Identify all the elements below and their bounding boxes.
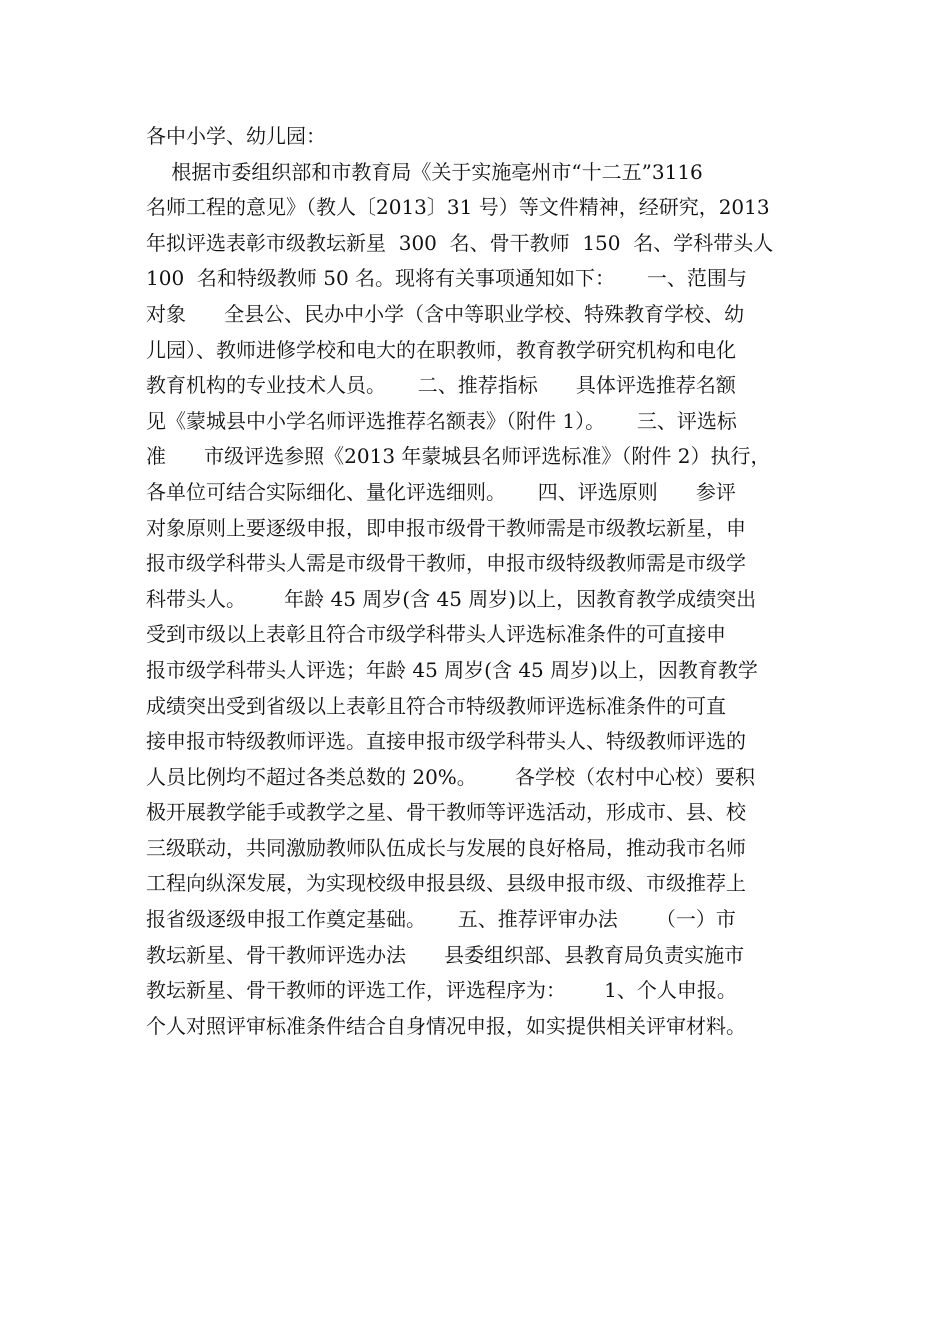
salutation-line: 各中小学、幼儿园： xyxy=(146,124,326,148)
text-line: 成绩突出受到省级以上表彰且符合市特级教师评选标准条件的可直 xyxy=(146,693,726,718)
text-line: 见《蒙城县中小学名师评选推荐名额表》（附件 1）。 三、评选标 xyxy=(146,408,737,433)
text-line: 对象 全县公、民办中小学（含中等职业学校、特殊教育学校、幼 xyxy=(146,301,745,326)
text-line: 报市级学科带头人需是市级骨干教师，申报市级特级教师需是市级学 xyxy=(146,551,746,576)
text-line: 科带头人。 年龄 45 周岁(含 45 周岁)以上，因教育教学成绩突出 xyxy=(146,586,757,611)
text-line: 各单位可结合实际细化、量化评选细则。 四、评选原则 参评 xyxy=(146,479,736,504)
text-line: 工程向纵深发展，为实现校级申报县级、县级申报市级、市级推荐上 xyxy=(146,871,746,896)
text-line: 对象原则上要逐级申报，即申报市级骨干教师需是市级教坛新星，申 xyxy=(146,515,746,540)
text-line: 受到市级以上表彰且符合市级学科带头人评选标准条件的可直接申 xyxy=(146,622,726,647)
text-line: 根据市委组织部和市教育局《关于实施亳州市“十二五”3116 xyxy=(146,159,703,184)
text-line: 年拟评选表彰市级教坛新星 300 名、骨干教师 150 名、学科带头人 xyxy=(146,230,774,255)
document-body xyxy=(146,119,812,1044)
text-line: 人员比例均不超过各类总数的 20%。 各学校（农村中心校）要积 xyxy=(146,764,755,789)
text-line: 极开展教学能手或教学之星、骨干教师等评选活动，形成市、县、校 xyxy=(146,800,746,825)
text-line: 个人对照评审标准条件结合自身情况申报，如实提供相关评审材料。 xyxy=(146,1013,746,1038)
text-line: 儿园）、教师进修学校和电大的在职教师，教育教学研究机构和电化 xyxy=(146,337,736,362)
text-line: 教坛新星、骨干教师评选办法 县委组织部、县教育局负责实施市 xyxy=(146,942,745,967)
text-line: 准 市级评选参照《2013 年蒙城县名师评选标准》（附件 2）执行， xyxy=(146,444,771,469)
text-line: 报市级学科带头人评选；年龄 45 周岁(含 45 周岁)以上，因教育教学 xyxy=(146,657,758,682)
text-line: 报省级逐级申报工作奠定基础。 五、推荐评审办法 （一）市 xyxy=(146,907,736,932)
text-line: 教育机构的专业技术人员。 二、推荐指标 具体评选推荐名额 xyxy=(146,373,736,398)
text-line: 100 名和特级教师 50 名。现将有关事项通知如下： 一、范围与 xyxy=(146,266,747,291)
text-line: 名师工程的意见》（教人〔2013〕31 号）等文件精神，经研究，2013 xyxy=(146,195,770,220)
text-line: 接申报市特级教师评选。直接申报市级学科带头人、特级教师评选的 xyxy=(146,729,746,754)
text-line: 三级联动，共同激励教师队伍成长与发展的良好格局，推动我市名师 xyxy=(146,835,746,860)
text-line: 教坛新星、骨干教师的评选工作，评选程序为： 1、个人申报。 xyxy=(146,978,737,1003)
